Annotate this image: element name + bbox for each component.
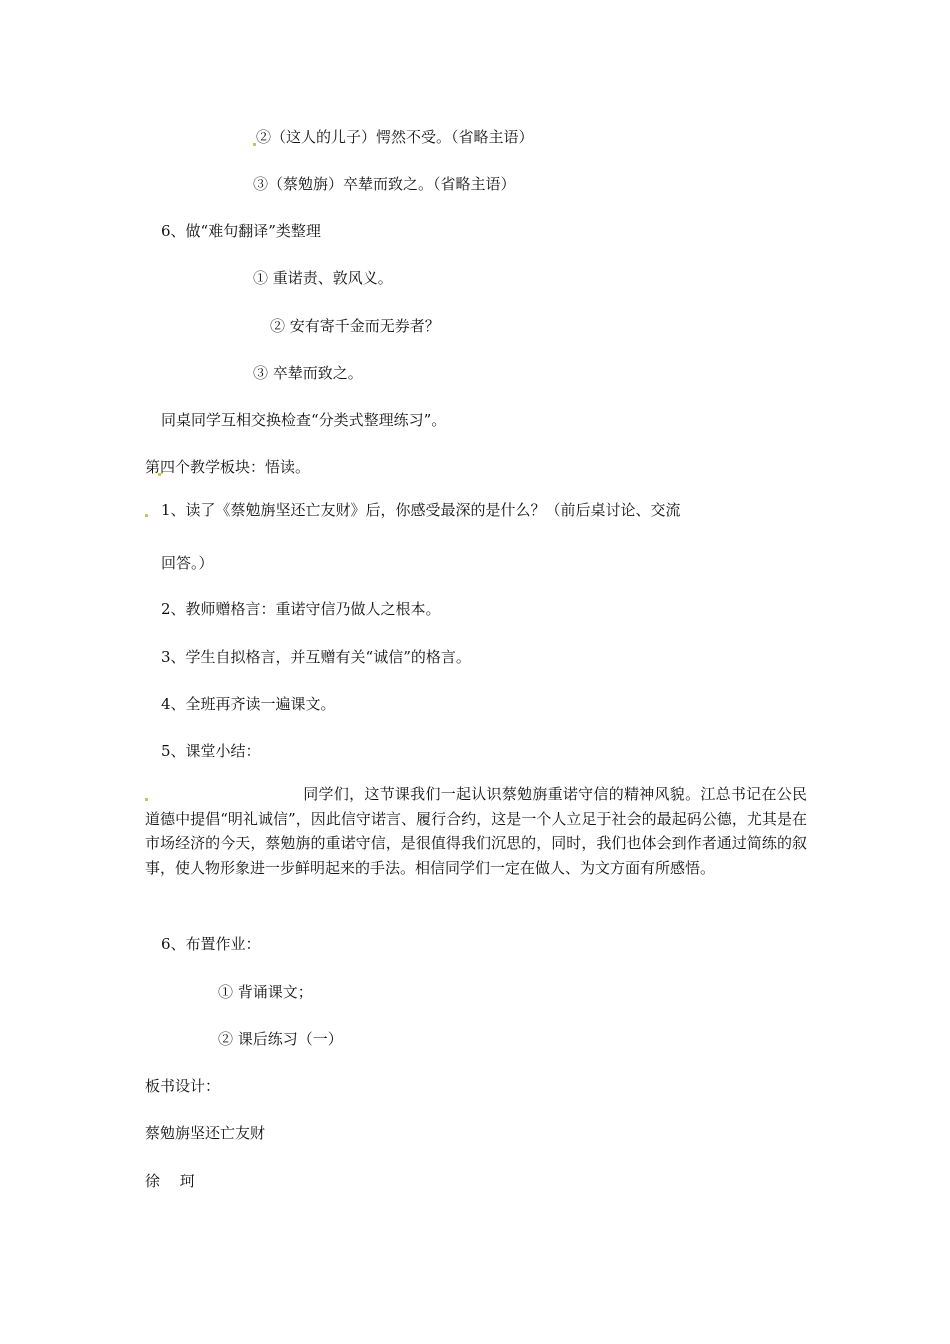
summary-text: 同学们，这节课我们一起认识蔡勉旃重诺守信的精神风貌。江总书记在公民道德中提倡“明礼诚信”，因此信守诺言、履行合约，这是一个人立足于社会的最起码公德，尤其是在市场经济的今天，蔡勉旃的重诺守信，是很值得我们沉思的，同时，我们也体会到作者通过简练的叙事，使人物形象进一步鲜明起来的手法。相信同学们一定在做人、为文方面有所感悟。	[145, 785, 807, 877]
text-line: 同桌同学互相交换检查“分类式整理练习”。	[161, 411, 447, 429]
summary-paragraph	[145, 782, 807, 880]
section-heading: 第四个教学板块：悟读。	[145, 458, 311, 476]
section-heading: 6、布置作业：	[161, 935, 261, 953]
section-heading: 板书设计：	[145, 1077, 221, 1095]
margin-mark	[145, 514, 148, 517]
text-line: 回答。）	[161, 554, 214, 572]
text-line: ② 课后练习（一）	[218, 1030, 343, 1048]
text-line: 2、教师赠格言：重诺守信乃做人之根本。	[161, 600, 441, 618]
text-line: ③ 卒辇而致之。	[253, 364, 363, 382]
text-line: 3、学生自拟格言，并互赠有关“诚信”的格言。	[161, 648, 471, 666]
text-line: ② 安有寄千金而无券者？	[270, 317, 440, 335]
text-line: ②（这人的儿子）愕然不受。（省略主语）	[256, 128, 534, 146]
text-line: 5、课堂小结：	[161, 742, 261, 760]
text-line: 蔡勉旃坚还亡友财	[145, 1124, 266, 1142]
text-line: ③（蔡勉旃）卒辇而致之。（省略主语）	[253, 175, 516, 193]
text-line: 徐 珂	[145, 1172, 195, 1190]
text-line: 1、读了《蔡勉旃坚还亡友财》后，你感受最深的是什么？（前后桌讨论、交流	[161, 501, 681, 519]
section-heading: 6、做“难句翻译”类整理	[161, 222, 321, 240]
text-line: ① 重诺责、敦风义。	[253, 269, 393, 287]
text-line: 4、全班再齐读一遍课文。	[161, 695, 336, 713]
text-line: ① 背诵课文；	[218, 983, 313, 1001]
